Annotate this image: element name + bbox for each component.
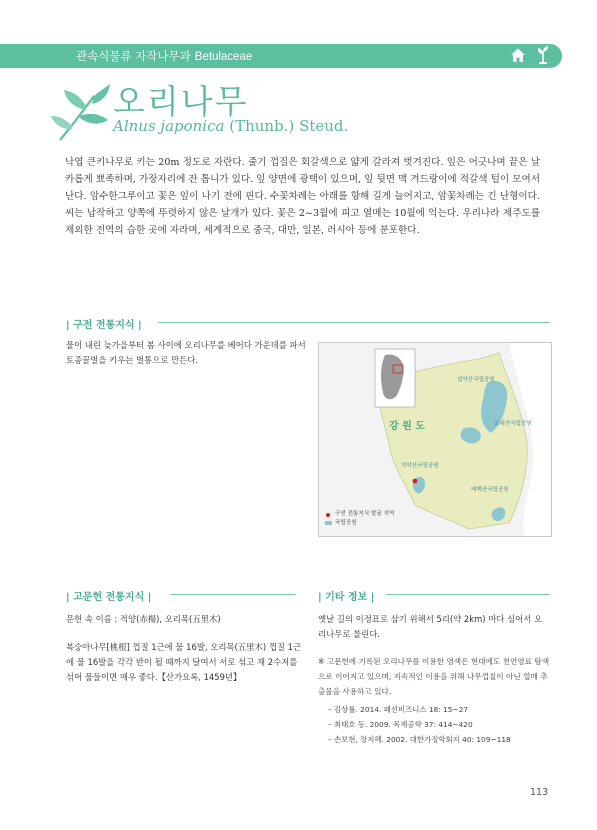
map-label-seorak: 설악산국립공원 bbox=[457, 377, 495, 383]
species-korean-name: 오리나무 bbox=[113, 82, 249, 121]
other-info-note: ※ 고문헌에 기록된 오리나무를 이용한 염색은 현대에도 천연염료 탐색으로 이어지고 있으며, 지속적인 이용을 위해 나무껍질이 아닌 열매 추출물을 사용하고 있다. bbox=[318, 657, 550, 696]
oral-tradition-divider bbox=[158, 322, 550, 323]
map-legend-site-label: 구전 전통지식 발굴 지역 bbox=[335, 511, 395, 517]
distribution-map bbox=[318, 342, 552, 537]
header-category-korean: 관속식물류 자작나무과 bbox=[76, 49, 191, 63]
discovery-site-marker bbox=[413, 479, 418, 484]
literature-text: 복숭아나무[桃根] 껍질 1근에 물 16발, 오리목(五里木) 껍질 1근에 물 16발을 각각 반이 될 때까지 달여서 서로 섞고 재 2수저를 섞어 물들이면 매우 좋다.【산가요록, 1459년】 bbox=[66, 642, 302, 682]
map-graphic bbox=[319, 343, 551, 536]
literature-divider bbox=[170, 594, 296, 595]
map-label-odae: 오대산국립공원 bbox=[494, 421, 532, 427]
map-legend-park-label: 국립공원 bbox=[335, 520, 357, 526]
page-number: 113 bbox=[530, 787, 549, 798]
oral-tradition-heading: | 구전 전통지식 | bbox=[66, 320, 142, 331]
header-family-latin: Betulaceae bbox=[194, 51, 253, 63]
other-info-divider bbox=[386, 594, 550, 595]
species-scientific-name bbox=[113, 117, 348, 135]
map-label-chiak: 치악산국립공원 bbox=[401, 463, 439, 469]
home-icon[interactable] bbox=[510, 47, 526, 63]
oral-tradition-text: 물이 내린 늦가을부터 봄 사이에 오리나무를 베어다 가운데를 파서 토종꿀벌을 키우는 벌통으로 만든다. bbox=[66, 340, 306, 365]
reference-list bbox=[328, 702, 550, 747]
other-info-text: 옛날 길의 이정표로 삼기 위해서 5리(약 2km) 마다 심어서 오리나무로 불린다. bbox=[318, 614, 543, 639]
literature-names: 문헌 속 이름 : 적양(赤楊), 오리목(五里木) bbox=[66, 614, 221, 624]
map-label-taebaek: 태백산국립공원 bbox=[471, 487, 509, 493]
map-province-label: 강 원 도 bbox=[389, 421, 425, 432]
species-author: (Thunb.) Steud. bbox=[229, 117, 349, 135]
plant-icon[interactable] bbox=[536, 45, 550, 65]
reference-item: – 김상률. 2014. 패션비즈니스 18: 15~27 bbox=[328, 705, 469, 714]
other-info-heading: | 기타 정보 | bbox=[318, 592, 375, 603]
legend-marker-park bbox=[325, 521, 332, 525]
literature-heading: | 고문헌 전통지식 | bbox=[66, 592, 152, 603]
leaf-logo-icon bbox=[50, 82, 112, 144]
species-genus: Alnus japonica bbox=[113, 117, 225, 135]
species-description: 낙엽 큰키나무로 키는 20m 정도로 자란다. 줄기 껍질은 회갈색으로 얇게 갈라져 벗겨진다. 잎은 어긋나며 끝은 날카롭게 뾰족하며, 가장자리에 잔 톱니가 있다. 잎 양면에 광택이 있으며, 잎 뒷면 맥 겨드랑이에 적갈색 털이 모여서 난다. 암수한그루이고 꽃은 잎이 나기 전에 핀다. 수꽃차례는 아래를 향해 길게 늘어지고, 암꽃차례는 긴 난형이다. 씨는 납작하고 양쪽에 뚜렷하지 않은 날개가 있다. 꽃은 2~3월에 피고 열매는 10월에 익는다. 우리나라 제주도를 제외한 전역의 습한 곳에 자라며, 세계적으로 중국, 대만, 일본, 러시아 등에 분포한다. bbox=[65, 157, 540, 236]
legend-marker-site bbox=[326, 513, 330, 517]
reference-item: – 최태호 등. 2009. 목재공학 37: 414~420 bbox=[328, 720, 473, 729]
header-category bbox=[76, 48, 252, 64]
reference-item: – 손보현, 장지혜. 2002. 대한가정학회지 40: 109~118 bbox=[328, 735, 511, 744]
